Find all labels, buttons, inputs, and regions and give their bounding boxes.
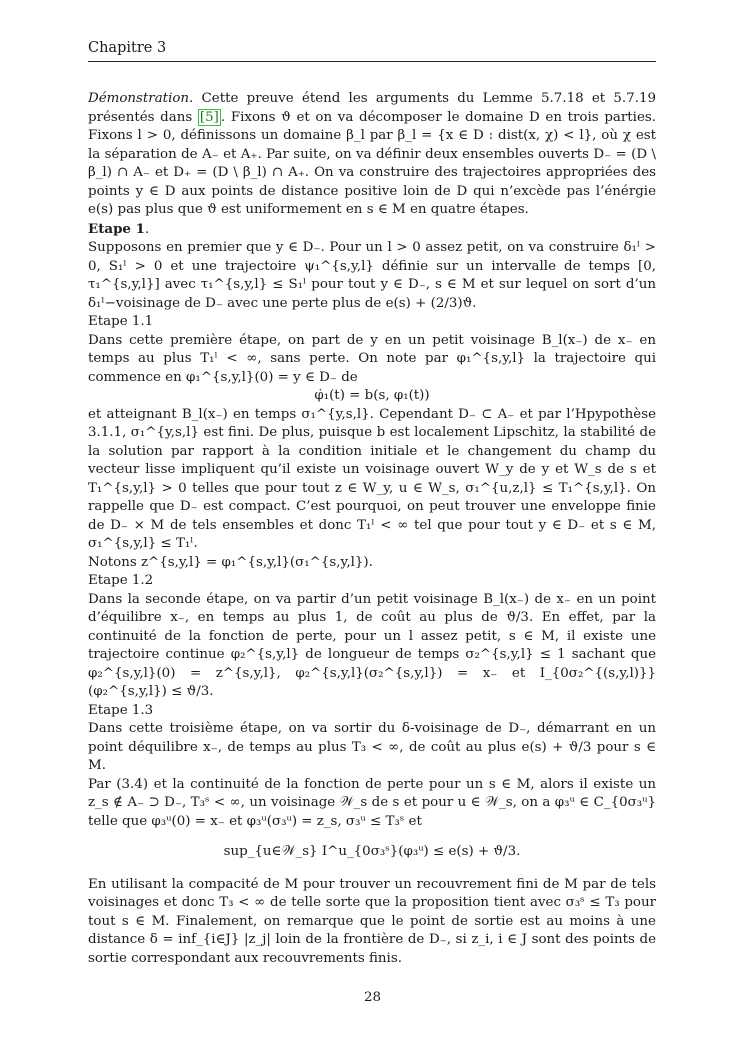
etape1-1-equation: φ̇₁(t) = b(s, φ₁(t)) (314, 388, 430, 403)
etape1-2-text: Dans la seconde étape, on va partir d’un petit voisinage B_l(x₋) de x₋ en un point d’équilibre x₋, en temps au plus 1, de coût au plus de ϑ/3. En effet, par la continuité de la fonction de perte, pour un l assez petit, s ∈ M, il existe une trajectoire continue φ₂^{s,y,l} de longueur de temps σ₂^{s,y,l} ≤ 1 sachant que φ₂^{s,y,l}(0) = z^{s,y,l}, φ₂^{s,y,l}(σ₂^{s,y,l}) = x₋ et I_{0σ₂^{(s,y,l)}}(φ₂^{s,y,l}) ≤ ϑ/3. (88, 591, 656, 699)
etape1-3-equation: sup_{u∈𝒲_s} I^u_{0σ₃ˢ}(φ₃ᵘ) ≤ e(s) + ϑ/3. (223, 844, 521, 859)
proof-label: Démonstration. (88, 91, 194, 106)
etape1-2-title: Etape 1.2 (88, 573, 154, 588)
page-number: 28 (363, 990, 382, 1005)
proof-paragraph (88, 90, 656, 220)
etape1-title-punct: . (144, 221, 150, 237)
header-rule (88, 61, 656, 62)
page-body (88, 90, 656, 968)
citation-link[interactable]: [5] (199, 109, 219, 125)
etape1-1-text-a: Dans cette première étape, on part de y en un petit voisinage B_l(x₋) de x₋ en temps au plus T₁ˡ < ∞, sans perte. On note par φ₁^{s,y,l} la trajectoire qui commence en φ₁^{s,y,l}(0) = y ∈ D₋ de (88, 332, 656, 385)
etape1-1-text-b: et atteignant B_l(x₋) en temps σ₁^{y,s,l}. Cependant D₋ ⊂ A₋ et par l’Hpypothèse 3.1.1, σ₁^{y,s,l} est fini. De plus, puisque b est localement Lipschitz, la stabilité de la solution par rapport à la condition initiale et le changement du champ du vecteur lisse impliquent qu’il existe un voisinage ouvert W_y de y et W_s de s et T₁^{s,y,l} > 0 telles que pour tout z ∈ W_y, u ∈ W_s, σ₁^{u,z,l} ≤ T₁^{s,y,l}. On rappelle que D₋ est compact. C’est pourquoi, on peut trouver une enveloppe finie de D₋ × M de tels ensembles et donc T₁ˡ < ∞ tel que pour tout y ∈ D₋ et s ∈ M, σ₁^{s,y,l} ≤ T₁ˡ. (88, 406, 656, 551)
etape1-1-title: Etape 1.1 (88, 314, 154, 329)
etape1-3-title: Etape 1.3 (88, 702, 154, 718)
etape1-text: Supposons en premier que y ∈ D₋. Pour un l > 0 assez petit, on va construire δ₁ˡ > 0, S₁ˡ > 0 et une trajectoire ψ₁^{s,y,l} définie sur un intervalle de temps [0, τ₁^{s,y,l}] avec τ₁^{s,y,l} ≤ S₁ˡ pour tout y ∈ D₋, s ∈ M et sur lequel on sort d’un δ₁ˡ−voisinage de D₋ avec une perte plus de e(s) + (2/3)ϑ. (88, 240, 656, 311)
proof-intro-b: . Fixons ϑ et on va décomposer le domaine D en trois parties. Fixons l > 0, définissons un domaine β_l par β_l = {x ∈ D : dist(x, χ) < l}, où χ est la séparation de A₋ et A₊. Par suite, on va définir deux ensembles ouverts D₋ = (D \ β_l) ∩ A₋ et D₊ = (D \ β_l) ∩ A₊. On va construire des trajectoires appropriées des points y ∈ D aux points de distance positive loin de D qui n’excède pas l’énérgie e(s) pas plus que ϑ est uniformement en s ∈ M en quatre étapes. (88, 109, 657, 217)
etape1-title: Etape 1 (88, 220, 145, 237)
etape1-3-text-b: Par (3.4) et la continuité de la fonction de perte pour un s ∈ M, alors il existe un z_s ∉ A₋ ⊃ D₋, T₃ˢ < ∞, un voisinage 𝒲_s de s et pour u ∈ 𝒲_s, on a φ₃ᵘ ∈ C_{0σ₃ᵘ} telle que φ₃ᵘ(0) = x₋ et φ₃ᵘ(σ₃ᵘ) = z_s, σ₃ᵘ ≤ T₃ˢ et (88, 776, 656, 829)
etape1-1-notons: Notons z^{s,y,l} = φ₁^{s,y,l}(σ₁^{s,y,l}). (88, 554, 373, 570)
etape1-3-text-c: En utilisant la compacité de M pour trouver un recouvrement fini de M par de tels voisinages et donc T₃ < ∞ de telle sorte que la proposition tient avec σ₃ˢ ≤ T₃ pour tout s ∈ M. Finalement, on remarque que le point de sortie est au moins à une distance δ = inf_{i∈J} |z_j| loin de la frontière de D₋, si z_i, i ∈ J sont des points de sortie correspondant aux recouvrements finis. (88, 876, 656, 966)
etape1-heading (88, 220, 656, 240)
running-header: Chapitre 3 (88, 40, 167, 56)
etape1-3-text-a: Dans cette troisième étape, on va sortir du δ-voisinage de D₋, démarrant en un point déquilibre x₋, de temps au plus T₃ < ∞, de coût au plus e(s) + ϑ/3 pour s ∈ M. (88, 721, 656, 773)
proof-intro-a: Cette preuve étend les arguments du Lemme 5.7.18 et 5.7.19 présentés dans (88, 91, 656, 125)
